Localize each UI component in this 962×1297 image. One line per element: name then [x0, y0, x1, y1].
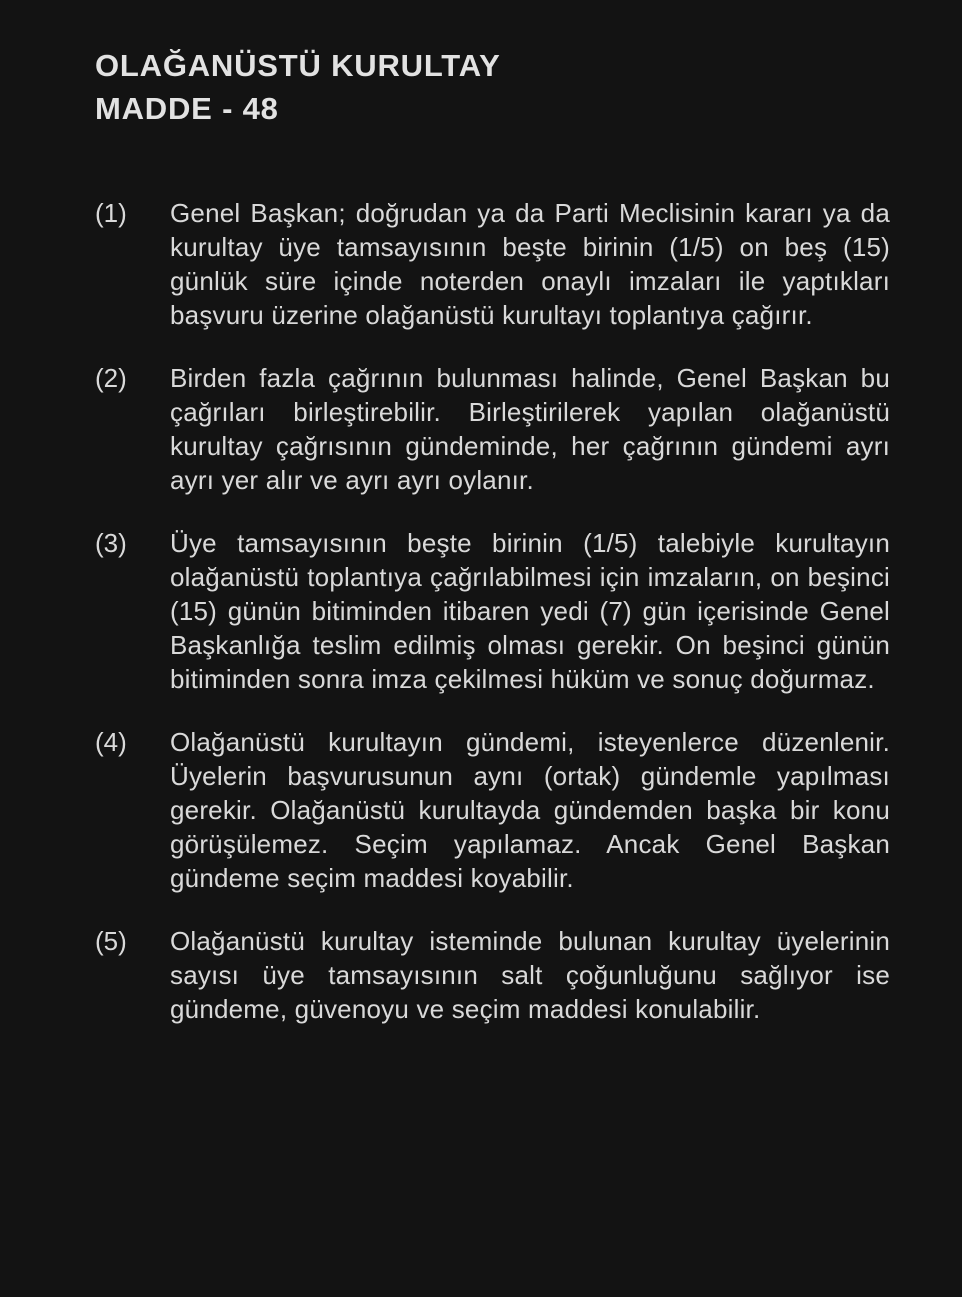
- document-title-block: [95, 44, 890, 130]
- document-title-line1: OLAĞANÜSTÜ KURULTAY: [95, 48, 501, 83]
- clause-item-5: [95, 924, 890, 1026]
- clause-text: Olağanüstü kurultay isteminde bulunan kurultay üyelerinin sayısı üye tamsayısının salt çoğunluğunu sağlıyor ise gündeme, güvenoyu ve seçim maddesi konulabilir.: [170, 926, 890, 1024]
- clause-text: Genel Başkan; doğrudan ya da Parti Meclisinin kararı ya da kurultay üye tamsayısının beşte birinin (1/5) on beş (15) günlük süre içinde noterden onaylı imzaları ile yaptıkları başvuru üzerine olağanüstü kurultayı toplantıya çağırır.: [170, 198, 890, 330]
- clause-text: Üye tamsayısının beşte birinin (1/5) talebiyle kurultayın olağanüstü toplantıya çağrılabilmesi için imzaların, on beşinci (15) günün bitiminden itibaren yedi (7) gün içerisinde Genel Başkanlığa teslim edilmiş olması gerekir. On beşinci günün bitiminden sonra imza çekilmesi hüküm ve sonuç doğurmaz.: [170, 528, 890, 694]
- clause-item-1: [95, 196, 890, 332]
- clause-text: Olağanüstü kurultayın gündemi, isteyenlerce düzenlenir. Üyelerin başvurusunun aynı (ortak) gündemle yapılması gerekir. Olağanüstü kurultayda gündemden başka bir konu görüşülemez. Seçim yapılamaz. Ancak Genel Başkan gündeme seçim maddesi koyabilir.: [170, 727, 890, 893]
- clause-item-2: [95, 361, 890, 497]
- clause-item-3: [95, 526, 890, 696]
- clause-number: (4): [95, 727, 127, 757]
- clause-number: (1): [95, 198, 127, 228]
- clause-number: (3): [95, 528, 127, 558]
- clause-item-4: [95, 725, 890, 895]
- clause-number: (5): [95, 926, 127, 956]
- clause-number: (2): [95, 363, 127, 393]
- document-title-line2: MADDE - 48: [95, 91, 279, 126]
- clause-text: Birden fazla çağrının bulunması halinde, Genel Başkan bu çağrıları birleştirebilir. Birleştirilerek yapılan olağanüstü kurultay çağrısının gündeminde, her çağrının gündemi ayrı ayrı yer alır ve ayrı ayrı oylanır.: [170, 363, 890, 495]
